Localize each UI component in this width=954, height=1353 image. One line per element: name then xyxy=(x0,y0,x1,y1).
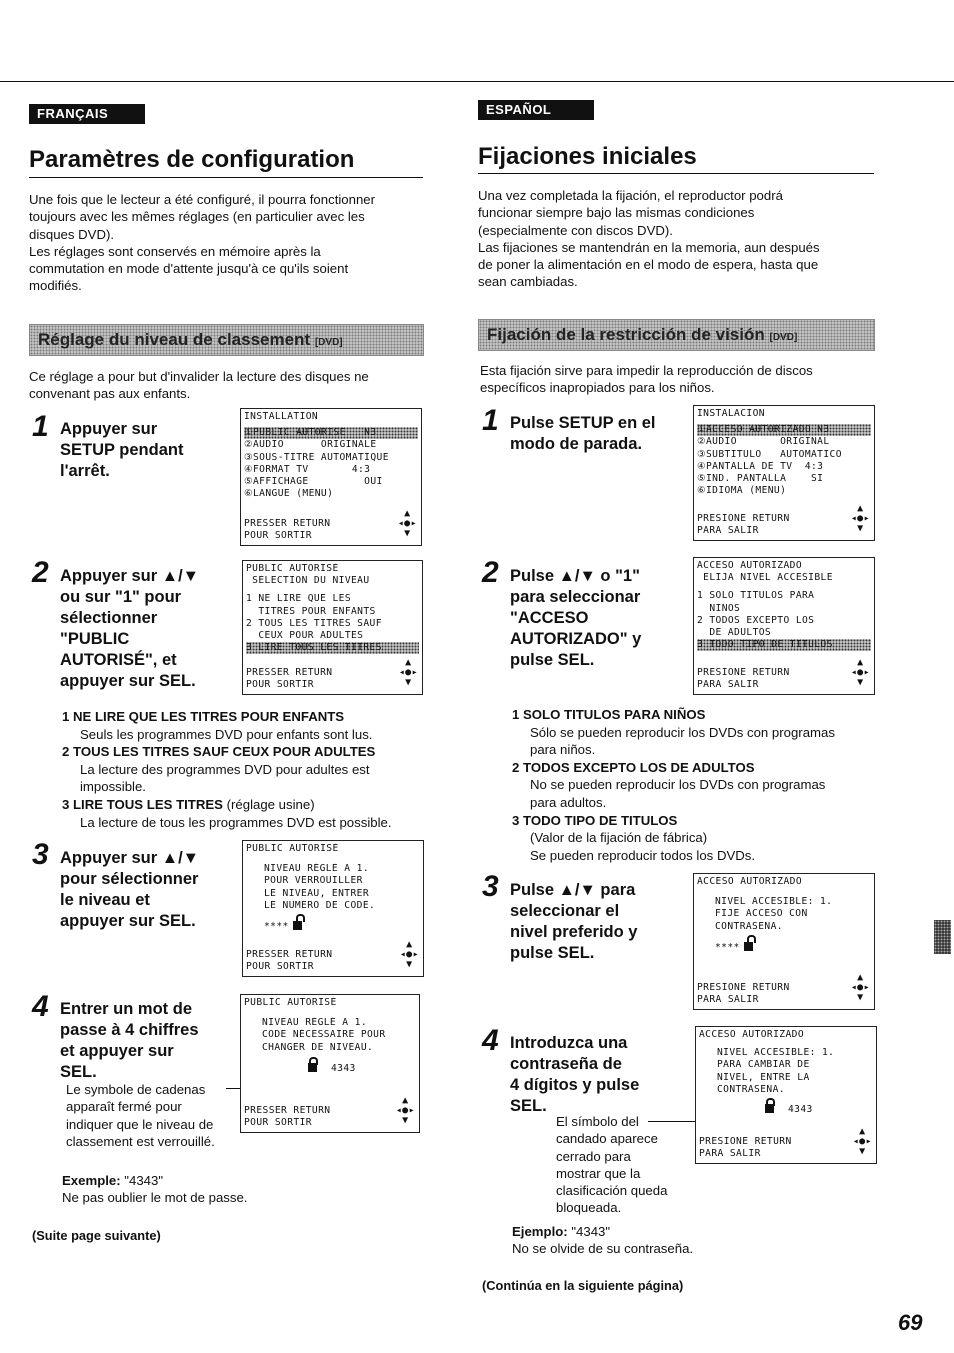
intro-line: Une fois que le lecteur a été configuré, il pourra fonctionner xyxy=(29,192,376,207)
example-es xyxy=(512,1223,872,1258)
step-number: 3 xyxy=(32,838,49,871)
step-line: le niveau et xyxy=(60,891,150,909)
screen-line: CHANGER DE NIVEAU. xyxy=(262,1041,374,1053)
step4-note-fr xyxy=(66,1081,241,1150)
intro-line: Les réglages sont conservés en mémoire après la xyxy=(29,243,321,259)
page-number: 69 xyxy=(898,1310,923,1335)
continued-note-es: (Continúa en la siguiente página) xyxy=(482,1278,684,1293)
step-line: Appuyer sur xyxy=(60,420,158,438)
title-rule-fr xyxy=(29,177,423,178)
step-number: 1 xyxy=(32,410,49,443)
option-desc: impossible. xyxy=(80,779,146,795)
screen-line: SÉLECTION DU NIVEAU xyxy=(246,575,370,587)
updown-arrows-icon: ▲ ◂●▸ ▼ xyxy=(850,972,870,1003)
screen-line: POUR VERROUILLER xyxy=(264,875,363,887)
option-desc: para niños. xyxy=(530,742,596,758)
screen-line: PRESIONE RETURN xyxy=(697,512,790,524)
padlock-open-icon xyxy=(744,942,753,951)
options-list-fr xyxy=(62,708,432,831)
screen-line: PARA SALIR xyxy=(697,993,759,1005)
intro-fr xyxy=(29,191,429,295)
screen-line: ③SOUS-TITRE AUTOMATIQUE xyxy=(244,451,389,463)
option-label: 3 TODO TIPO DE TITULOS xyxy=(512,812,678,828)
step-line: sélectionner xyxy=(60,609,158,627)
option-item xyxy=(62,743,432,796)
screen-line: PRESIONE RETURN xyxy=(699,1135,792,1147)
step2-text-es xyxy=(510,566,690,671)
step-line: Pulse ▲/▼ o "1" xyxy=(510,567,640,585)
option-label: 2 TODOS EXCEPTO LOS DE ADULTOS xyxy=(512,759,755,775)
screen-line-selected: 3 TODO TIPO DE TITULOS xyxy=(697,639,871,651)
step-line: appuyer sur SEL. xyxy=(60,672,196,690)
screen-line: POUR SORTIR xyxy=(246,678,314,690)
step-line: AUTORISÉ", et xyxy=(60,651,177,669)
page-title-es: Fijaciones iniciales xyxy=(478,143,697,170)
screen-line-selected: ①ACCESO AUTORIZADO N3 xyxy=(697,424,871,436)
password-value: 4343 xyxy=(331,1062,356,1074)
option-desc: para adultos. xyxy=(530,794,607,810)
option-item xyxy=(62,796,432,831)
banner-desc-es xyxy=(480,362,880,397)
updown-arrows-icon: ▲ ◂●▸ ▼ xyxy=(399,939,419,970)
screen-line: PUBLIC AUTORISÉ xyxy=(244,997,337,1008)
step3-text-fr xyxy=(60,848,238,932)
screen-line: ⑥IDIOMA (MENU) xyxy=(697,485,787,497)
step-number: 4 xyxy=(32,990,49,1023)
step-line: modo de parada. xyxy=(510,435,643,453)
intro-line: toujours avec les mêmes réglages (en particulier avec les xyxy=(29,209,365,225)
screen-line: ②AUDIO ORIGINAL xyxy=(697,436,830,448)
option-item xyxy=(512,706,882,759)
updown-arrows-icon: ▲ ◂●▸ ▼ xyxy=(397,508,417,539)
screen-line: CODE NÉCESSAIRE POUR xyxy=(262,1029,386,1041)
step-line: Pulse SETUP en el xyxy=(510,414,656,432)
screen-line: PRESSER RETURN xyxy=(244,517,331,529)
banner-tag: [DVD] xyxy=(769,332,798,343)
screen-line: POUR SORTIR xyxy=(244,1116,312,1128)
step-line: "ACCESO xyxy=(510,609,589,627)
screen-line: PRESSER RETURN xyxy=(246,948,333,960)
language-tab-es: ESPAÑOL xyxy=(478,100,594,120)
osd-screen-level-select-es xyxy=(693,557,875,695)
osd-screen-lock-level-fr xyxy=(242,840,424,977)
screen-line: PARA CAMBIAR DE xyxy=(717,1059,810,1071)
step-number: 4 xyxy=(482,1024,499,1057)
screen-line: ⑤IND. PANTALLA SI xyxy=(697,472,824,484)
step-line: l'arrêt. xyxy=(60,462,110,480)
step-line: AUTORIZADO" y xyxy=(510,630,642,648)
banner-title: Réglage du niveau de classement xyxy=(38,330,311,349)
step3-text-es xyxy=(510,880,690,964)
desc-line: Ce réglage a pour but d'invalider la lecture des disques ne xyxy=(29,369,369,384)
intro-line: Las fijaciones se mantendrán en la memoria, aun después xyxy=(478,239,820,255)
option-desc: La lecture de tous les programmes DVD est possible. xyxy=(80,814,392,830)
screen-line: NIVEL ACCESIBLE: 1. xyxy=(715,896,833,908)
option-desc: (Valor de la fijación de fábrica) xyxy=(530,830,708,846)
intro-line: modifiés. xyxy=(29,278,82,294)
step-line: Pulse ▲/▼ para xyxy=(510,881,636,899)
updown-arrows-icon: ▲ ◂●▸ ▼ xyxy=(852,1126,872,1157)
screen-line: LE NIVEAU, ENTRER xyxy=(264,887,369,899)
intro-line: Una vez completada la fijación, el reproductor podrá xyxy=(478,188,783,203)
screen-line: LE NUMÉRO DE CODE. xyxy=(264,899,376,911)
screen-line: CONTRASEÑA. xyxy=(717,1083,785,1095)
password-value: 4343 xyxy=(788,1103,813,1115)
screen-line: ELIJA NIVEL ACCESIBLE xyxy=(697,572,833,584)
note-line: indiquer que le niveau de xyxy=(66,1116,214,1132)
step-line: seleccionar el xyxy=(510,902,620,920)
step4-text-fr xyxy=(60,999,238,1083)
screen-line: NIVEL, ENTRE LA xyxy=(717,1071,810,1083)
step4-text-es xyxy=(510,1033,690,1117)
step-line: "PUBLIC xyxy=(60,630,130,648)
password-mask: **** xyxy=(715,941,740,953)
step-number: 2 xyxy=(482,556,499,589)
example-label: Ejemplo: xyxy=(512,1224,568,1239)
screen-line: PARA SALIR xyxy=(699,1147,761,1159)
screen-line: PUBLIC AUTORISÉ xyxy=(246,563,339,574)
intro-line: (especialmente con discos DVD). xyxy=(478,222,673,238)
option-label: 1 SOLO TITULOS PARA NIÑOS xyxy=(512,707,706,722)
screen-line: NIÑOS xyxy=(697,602,741,614)
banner-title: Fijación de la restricción de visión xyxy=(487,325,765,344)
language-tab-fr: FRANÇAIS xyxy=(29,104,145,124)
option-label: 2 TOUS LES TITRES SAUF CEUX POUR ADULTES xyxy=(62,744,376,760)
example-label: Exemple: xyxy=(62,1173,121,1188)
step-line: appuyer sur SEL. xyxy=(60,912,196,930)
step-line: nivel preferido y xyxy=(510,923,638,941)
step-number: 3 xyxy=(482,870,499,903)
screen-line-selected: ①PUBLIC AUTORISÉ N3 xyxy=(244,427,418,439)
step4-note-es xyxy=(556,1113,696,1217)
option-desc: No se pueden reproducir los DVDs con programas xyxy=(530,777,826,793)
screen-line: PARA SALIR xyxy=(697,524,759,536)
screen-line: 1 NE LIRE QUE LES xyxy=(246,593,351,605)
screen-line-selected: 3 LIRE TOUS LES TITRES xyxy=(246,642,419,654)
step-line: 4 dígitos y pulse xyxy=(510,1076,640,1094)
screen-line: ②AUDIO ORIGINALE xyxy=(244,439,377,451)
step-line: pulse SEL. xyxy=(510,651,595,669)
screen-line: 1 SOLO TITULOS PARA xyxy=(697,590,815,602)
screen-line: PRESIONE RETURN xyxy=(697,981,790,993)
screen-line: DE ADULTOS xyxy=(697,626,772,638)
screen-line: FIJE ACCESO CON xyxy=(715,908,808,920)
screen-line: POUR SORTIR xyxy=(244,529,312,541)
banner-desc-fr xyxy=(29,368,429,403)
intro-line: sean cambiadas. xyxy=(478,274,578,290)
screen-line: ACCESO AUTORIZADO xyxy=(697,560,802,571)
intro-line: funcionar siempre bajo las mismas condiciones xyxy=(478,205,755,221)
intro-line: commutation en mode d'attente jusqu'à ce qu'ils soient xyxy=(29,261,349,277)
screen-line: PRESSER RETURN xyxy=(246,666,333,678)
intro-es xyxy=(478,187,878,291)
step-line: pour sélectionner xyxy=(60,870,199,888)
osd-screen-locked-fr xyxy=(240,994,420,1133)
option-extra: (réglage usine) xyxy=(222,796,315,812)
updown-arrows-icon: ▲ ◂●▸ ▼ xyxy=(395,1095,415,1126)
note-line: apparaît fermé pour xyxy=(66,1099,182,1115)
screen-line: INSTALACION xyxy=(697,408,765,419)
step-line: SEL. xyxy=(510,1097,547,1115)
intro-line: de poner la alimentación en el modo de espera, hasta que xyxy=(478,257,819,273)
option-item xyxy=(62,708,432,743)
title-rule-es xyxy=(478,173,874,174)
updown-arrows-icon: ▲ ◂●▸ ▼ xyxy=(398,657,418,688)
continued-note-fr: (Suite page suivante) xyxy=(32,1228,161,1243)
screen-line: 2 TOUS LES TITRES SAUF xyxy=(246,617,382,629)
option-desc: Sólo se pueden reproducir los DVDs con programas xyxy=(530,724,835,740)
padlock-open-icon xyxy=(293,921,302,930)
padlock-closed-icon xyxy=(765,1104,774,1113)
step-number: 1 xyxy=(482,404,499,437)
desc-line: Esta fijación sirve para impedir la reproducción de discos xyxy=(480,363,813,378)
step1-text-es xyxy=(510,413,690,455)
step-line: Appuyer sur ▲/▼ xyxy=(60,567,200,585)
note-line: Le symbole de cadenas xyxy=(66,1082,206,1097)
screen-line: ③SUBTITULO AUTOMATICO xyxy=(697,448,842,460)
screen-line: PUBLIC AUTORISÉ xyxy=(246,843,339,854)
screen-line: ACCESO AUTORIZADO xyxy=(699,1029,804,1040)
padlock-closed-icon xyxy=(308,1063,317,1072)
step-line: Entrer un mot de xyxy=(60,1000,193,1018)
screen-line: INSTALLATION xyxy=(244,411,319,422)
step-line: Appuyer sur ▲/▼ xyxy=(60,849,200,867)
desc-line: convenant pas aux enfants. xyxy=(29,386,191,402)
example-value: "4343" xyxy=(120,1173,164,1188)
step-line: et appuyer sur xyxy=(60,1042,174,1060)
screen-line: NIVEAU RÉGLÉ A 1. xyxy=(264,863,369,875)
screen-line: PRESSER RETURN xyxy=(244,1104,331,1116)
step-line: ou sur "1" pour xyxy=(60,588,182,606)
screen-line: ④PANTALLA DE TV 4:3 xyxy=(697,460,824,472)
screen-line: 2 TODOS EXCEPTO LOS xyxy=(697,614,815,626)
note-line: candado aparece xyxy=(556,1131,658,1147)
screen-line: ④FORMAT TV 4:3 xyxy=(244,463,371,475)
banner-tag: [DVD] xyxy=(314,337,343,348)
note-line: clasificación queda xyxy=(556,1183,668,1199)
updown-arrows-icon: ▲ ◂●▸ ▼ xyxy=(850,657,870,688)
screen-line: TITRES POUR ENFANTS xyxy=(246,605,376,617)
updown-arrows-icon: ▲ ◂●▸ ▼ xyxy=(850,503,870,534)
screen-line: NIVEL ACCESIBLE: 1. xyxy=(717,1047,835,1059)
osd-screen-locked-es xyxy=(695,1026,877,1164)
step-line: pulse SEL. xyxy=(510,944,595,962)
option-desc: Seuls les programmes DVD pour enfants sont lus. xyxy=(80,726,373,742)
osd-screen-lock-level-es xyxy=(693,873,875,1010)
note-line: mostrar que la xyxy=(556,1165,641,1181)
password-mask: **** xyxy=(264,920,289,932)
step-line: Introduzca una xyxy=(510,1034,628,1052)
step1-text-fr xyxy=(60,419,235,482)
step-line: para seleccionar xyxy=(510,588,641,606)
option-item xyxy=(512,812,882,865)
top-rule xyxy=(0,81,954,82)
example-value: "4343" xyxy=(567,1224,611,1239)
option-desc: Se pueden reproducir todos los DVDs. xyxy=(530,847,756,863)
note-line: El símbolo del xyxy=(556,1114,639,1129)
screen-line: PARA SALIR xyxy=(697,678,759,690)
osd-screen-level-select-fr xyxy=(242,560,423,695)
page-edge-tab xyxy=(934,920,951,954)
note-line: bloqueada. xyxy=(556,1200,622,1216)
screen-line: CEUX POUR ADULTES xyxy=(246,629,364,641)
step-line: passe à 4 chiffres xyxy=(60,1021,199,1039)
option-desc: La lecture des programmes DVD pour adultes est xyxy=(80,761,370,777)
step-line: SETUP pendant xyxy=(60,441,184,459)
option-label: 3 LIRE TOUS LES TITRES xyxy=(62,796,223,812)
osd-screen-setup-fr xyxy=(240,408,422,546)
osd-screen-setup-es xyxy=(693,405,875,541)
intro-line: disques DVD). xyxy=(29,226,115,242)
screen-line: ACCESO AUTORIZADO xyxy=(697,876,802,887)
section-banner-fr xyxy=(29,324,424,356)
screen-line: PRESIONE RETURN xyxy=(697,666,790,678)
note-line: cerrado para xyxy=(556,1148,631,1164)
screen-line: ⑥LANGUE (MENU) xyxy=(244,488,334,500)
screen-line: POUR SORTIR xyxy=(246,960,314,972)
reminder-text: Ne pas oublier le mot de passe. xyxy=(62,1190,248,1206)
step-line: SEL. xyxy=(60,1063,97,1081)
page-title-fr: Paramètres de configuration xyxy=(29,146,355,173)
option-item xyxy=(512,759,882,812)
step-line: contraseña de xyxy=(510,1055,622,1073)
example-fr xyxy=(62,1172,422,1207)
screen-line: NIVEAU RÉGLÉ A 1. xyxy=(262,1017,367,1029)
desc-line: específicos inapropiados para los niños. xyxy=(480,380,715,396)
screen-line: ⑤AFFICHAGE OUI xyxy=(244,475,383,487)
note-line: classement est verrouillé. xyxy=(66,1133,215,1149)
options-list-es xyxy=(512,706,882,864)
screen-line: CONTRASEÑA. xyxy=(715,920,783,932)
step-number: 2 xyxy=(32,556,49,589)
section-banner-es xyxy=(478,319,875,351)
option-label: 1 NE LIRE QUE LES TITRES POUR ENFANTS xyxy=(62,709,345,724)
step2-text-fr xyxy=(60,566,238,692)
reminder-text: No se olvide de su contraseña. xyxy=(512,1241,694,1257)
